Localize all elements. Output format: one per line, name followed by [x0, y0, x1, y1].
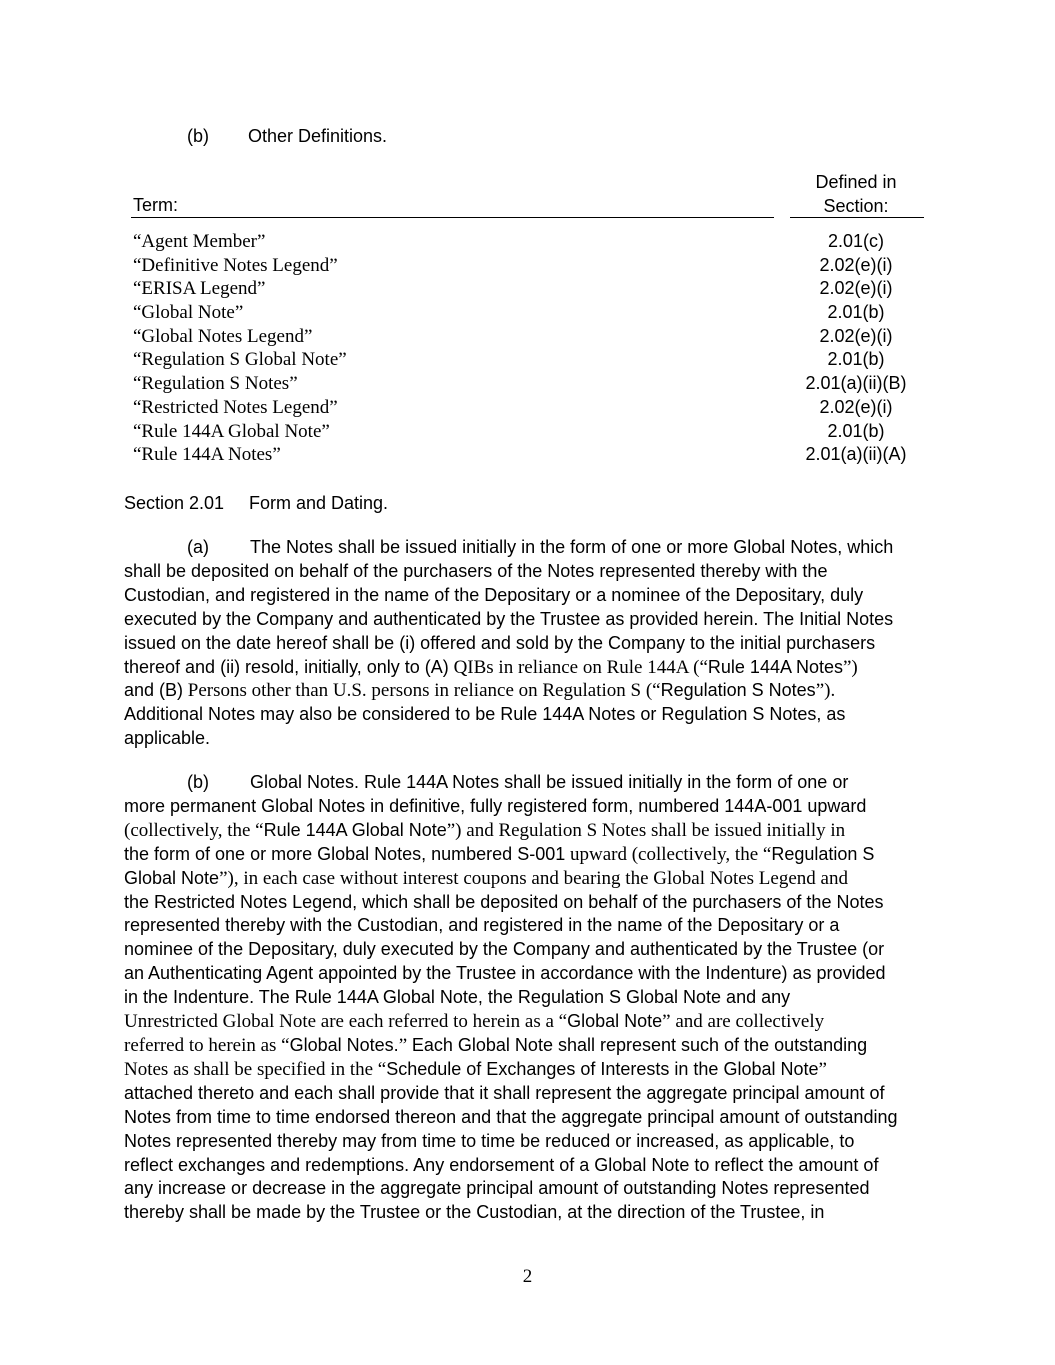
- paragraph-b: [124, 771, 934, 1225]
- section-reference: 2.02(e)(i): [819, 325, 893, 346]
- section-reference: 2.01(a)(ii)(A): [805, 444, 907, 465]
- term-name: “Regulation S Notes”: [133, 373, 298, 395]
- term-column-header: Term:: [133, 195, 178, 215]
- term-name: “Rule 144A Global Note”: [133, 420, 330, 442]
- text-line: referred to herein as “Global Notes.” Each Global Note shall represent such of the outstanding: [124, 1034, 868, 1056]
- section-heading: [124, 493, 388, 514]
- text-line: attached thereto and each shall provide that it shall represent the aggregate principal amount of: [124, 1082, 885, 1103]
- term-header-underline: [131, 217, 774, 218]
- text-line: reflect exchanges and redemptions. Any endorsement of a Global Note to reflect the amount of: [124, 1154, 879, 1175]
- table-row: [133, 348, 923, 372]
- paragraph-a: [124, 536, 934, 751]
- table-row: [133, 372, 923, 396]
- section-number: Section 2.01: [124, 493, 225, 513]
- section-header-underline: [790, 217, 924, 218]
- subsection-label: (b): [187, 126, 209, 146]
- term-name: “Definitive Notes Legend”: [133, 254, 338, 276]
- paragraph-label: (b): [187, 772, 209, 792]
- text-line: the Restricted Notes Legend, which shall be deposited on behalf of the purchasers of the Notes: [124, 891, 884, 912]
- text-line: in the Indenture. The Rule 144A Global Note, the Regulation S Global Note and any: [124, 987, 791, 1008]
- table-row: [133, 277, 923, 301]
- text-line: (collectively, the “Rule 144A Global Note”) and Regulation S Notes shall be issued initially in: [124, 819, 846, 841]
- text-line: Custodian, and registered in the name of the Depositary or a nominee of the Depositary, duly: [124, 584, 864, 605]
- table-row: [133, 396, 923, 420]
- term-name: “Restricted Notes Legend”: [133, 396, 338, 418]
- table-row: [133, 230, 923, 254]
- defined-in-column-header: [790, 170, 922, 218]
- text-line: shall be deposited on behalf of the purchasers of the Notes represented thereby with the: [124, 560, 828, 581]
- table-row: [133, 301, 923, 325]
- term-name: “Regulation S Global Note”: [133, 349, 347, 371]
- section-reference: 2.02(e)(i): [819, 278, 893, 299]
- term-name: “Global Notes Legend”: [133, 325, 313, 347]
- text-line: Unrestricted Global Note are each referred to herein as a “Global Note” and are collectively: [124, 1011, 825, 1033]
- term-name: “Rule 144A Notes”: [133, 444, 281, 466]
- text-line: more permanent Global Notes in definitive, fully registered form, numbered 144A-001 upward: [124, 795, 867, 816]
- text-line: (a) The Notes shall be issued initially in the form of one or more Global Notes, which: [124, 536, 934, 560]
- text-line: nominee of the Depositary, duly executed by the Company and authenticated by the Trustee (or: [124, 939, 885, 960]
- section-reference: 2.02(e)(i): [819, 396, 893, 417]
- text-line: Global Note”), in each case without interest coupons and bearing the Global Notes Legend and: [124, 867, 848, 889]
- defined-in-header-line2: Section:: [823, 196, 889, 216]
- text-line: Notes as shall be specified in the “Schedule of Exchanges of Interests in the Global Note”: [124, 1058, 827, 1080]
- defined-in-header-line1: Defined in: [815, 172, 897, 192]
- table-row: [133, 325, 923, 349]
- section-reference: 2.01(b): [827, 420, 885, 441]
- table-row: [133, 420, 923, 444]
- text-line: Notes from time to time endorsed thereon and that the aggregate principal amount of outstanding: [124, 1106, 898, 1127]
- section-title: Form and Dating.: [249, 493, 389, 513]
- section-reference: 2.01(a)(ii)(B): [805, 373, 907, 394]
- other-definitions-heading: [187, 126, 387, 147]
- term-name: “Agent Member”: [133, 231, 266, 252]
- text-line: issued on the date hereof shall be (i) offered and sold by the Company to the initial purchasers: [124, 632, 876, 653]
- subsection-title: Other Definitions.: [248, 126, 388, 146]
- paragraph-label: (a): [187, 537, 209, 557]
- section-reference: 2.01(b): [827, 302, 885, 323]
- section-reference: 2.01(b): [827, 349, 885, 370]
- text-line: applicable.: [124, 728, 211, 749]
- term-name: “Global Note”: [133, 302, 244, 324]
- section-reference: 2.02(e)(i): [819, 254, 893, 275]
- text-line: represented thereby with the Custodian, and registered in the name of the Depositary or a: [124, 915, 840, 936]
- text-line: the form of one or more Global Notes, numbered S-001 upward (collectively, the “Regulation S: [124, 843, 875, 865]
- text-line: thereby shall be made by the Trustee or the Custodian, at the direction of the Trustee, in: [124, 1202, 825, 1223]
- page-number: 2: [522, 1266, 533, 1287]
- table-row: [133, 443, 923, 467]
- term-name: “ERISA Legend”: [133, 278, 266, 300]
- text-line: Notes represented thereby may from time to time be reduced or increased, as applicable, to: [124, 1130, 855, 1151]
- text-line: an Authenticating Agent appointed by the Trustee in accordance with the Indenture) as provided: [124, 963, 886, 984]
- text-line: Additional Notes may also be considered to be Rule 144A Notes or Regulation S Notes, as: [124, 704, 846, 725]
- text-line: and (B) Persons other than U.S. persons in reliance on Regulation S (“Regulation S Notes”).: [124, 680, 836, 702]
- text-line: any increase or decrease in the aggregate principal amount of outstanding Notes represented: [124, 1178, 870, 1199]
- text-line: (b) Global Notes. Rule 144A Notes shall be issued initially in the form of one or: [124, 771, 934, 795]
- text-line: executed by the Company and authenticated by the Trustee as provided herein. The Initial Notes: [124, 608, 894, 629]
- section-reference: 2.01(c): [827, 231, 885, 251]
- table-row: [133, 254, 923, 278]
- text-line: thereof and (ii) resold, initially, only to (A) QIBs in reliance on Rule 144A (“Rule 144A Notes”): [124, 656, 858, 678]
- definitions-table: [133, 230, 923, 467]
